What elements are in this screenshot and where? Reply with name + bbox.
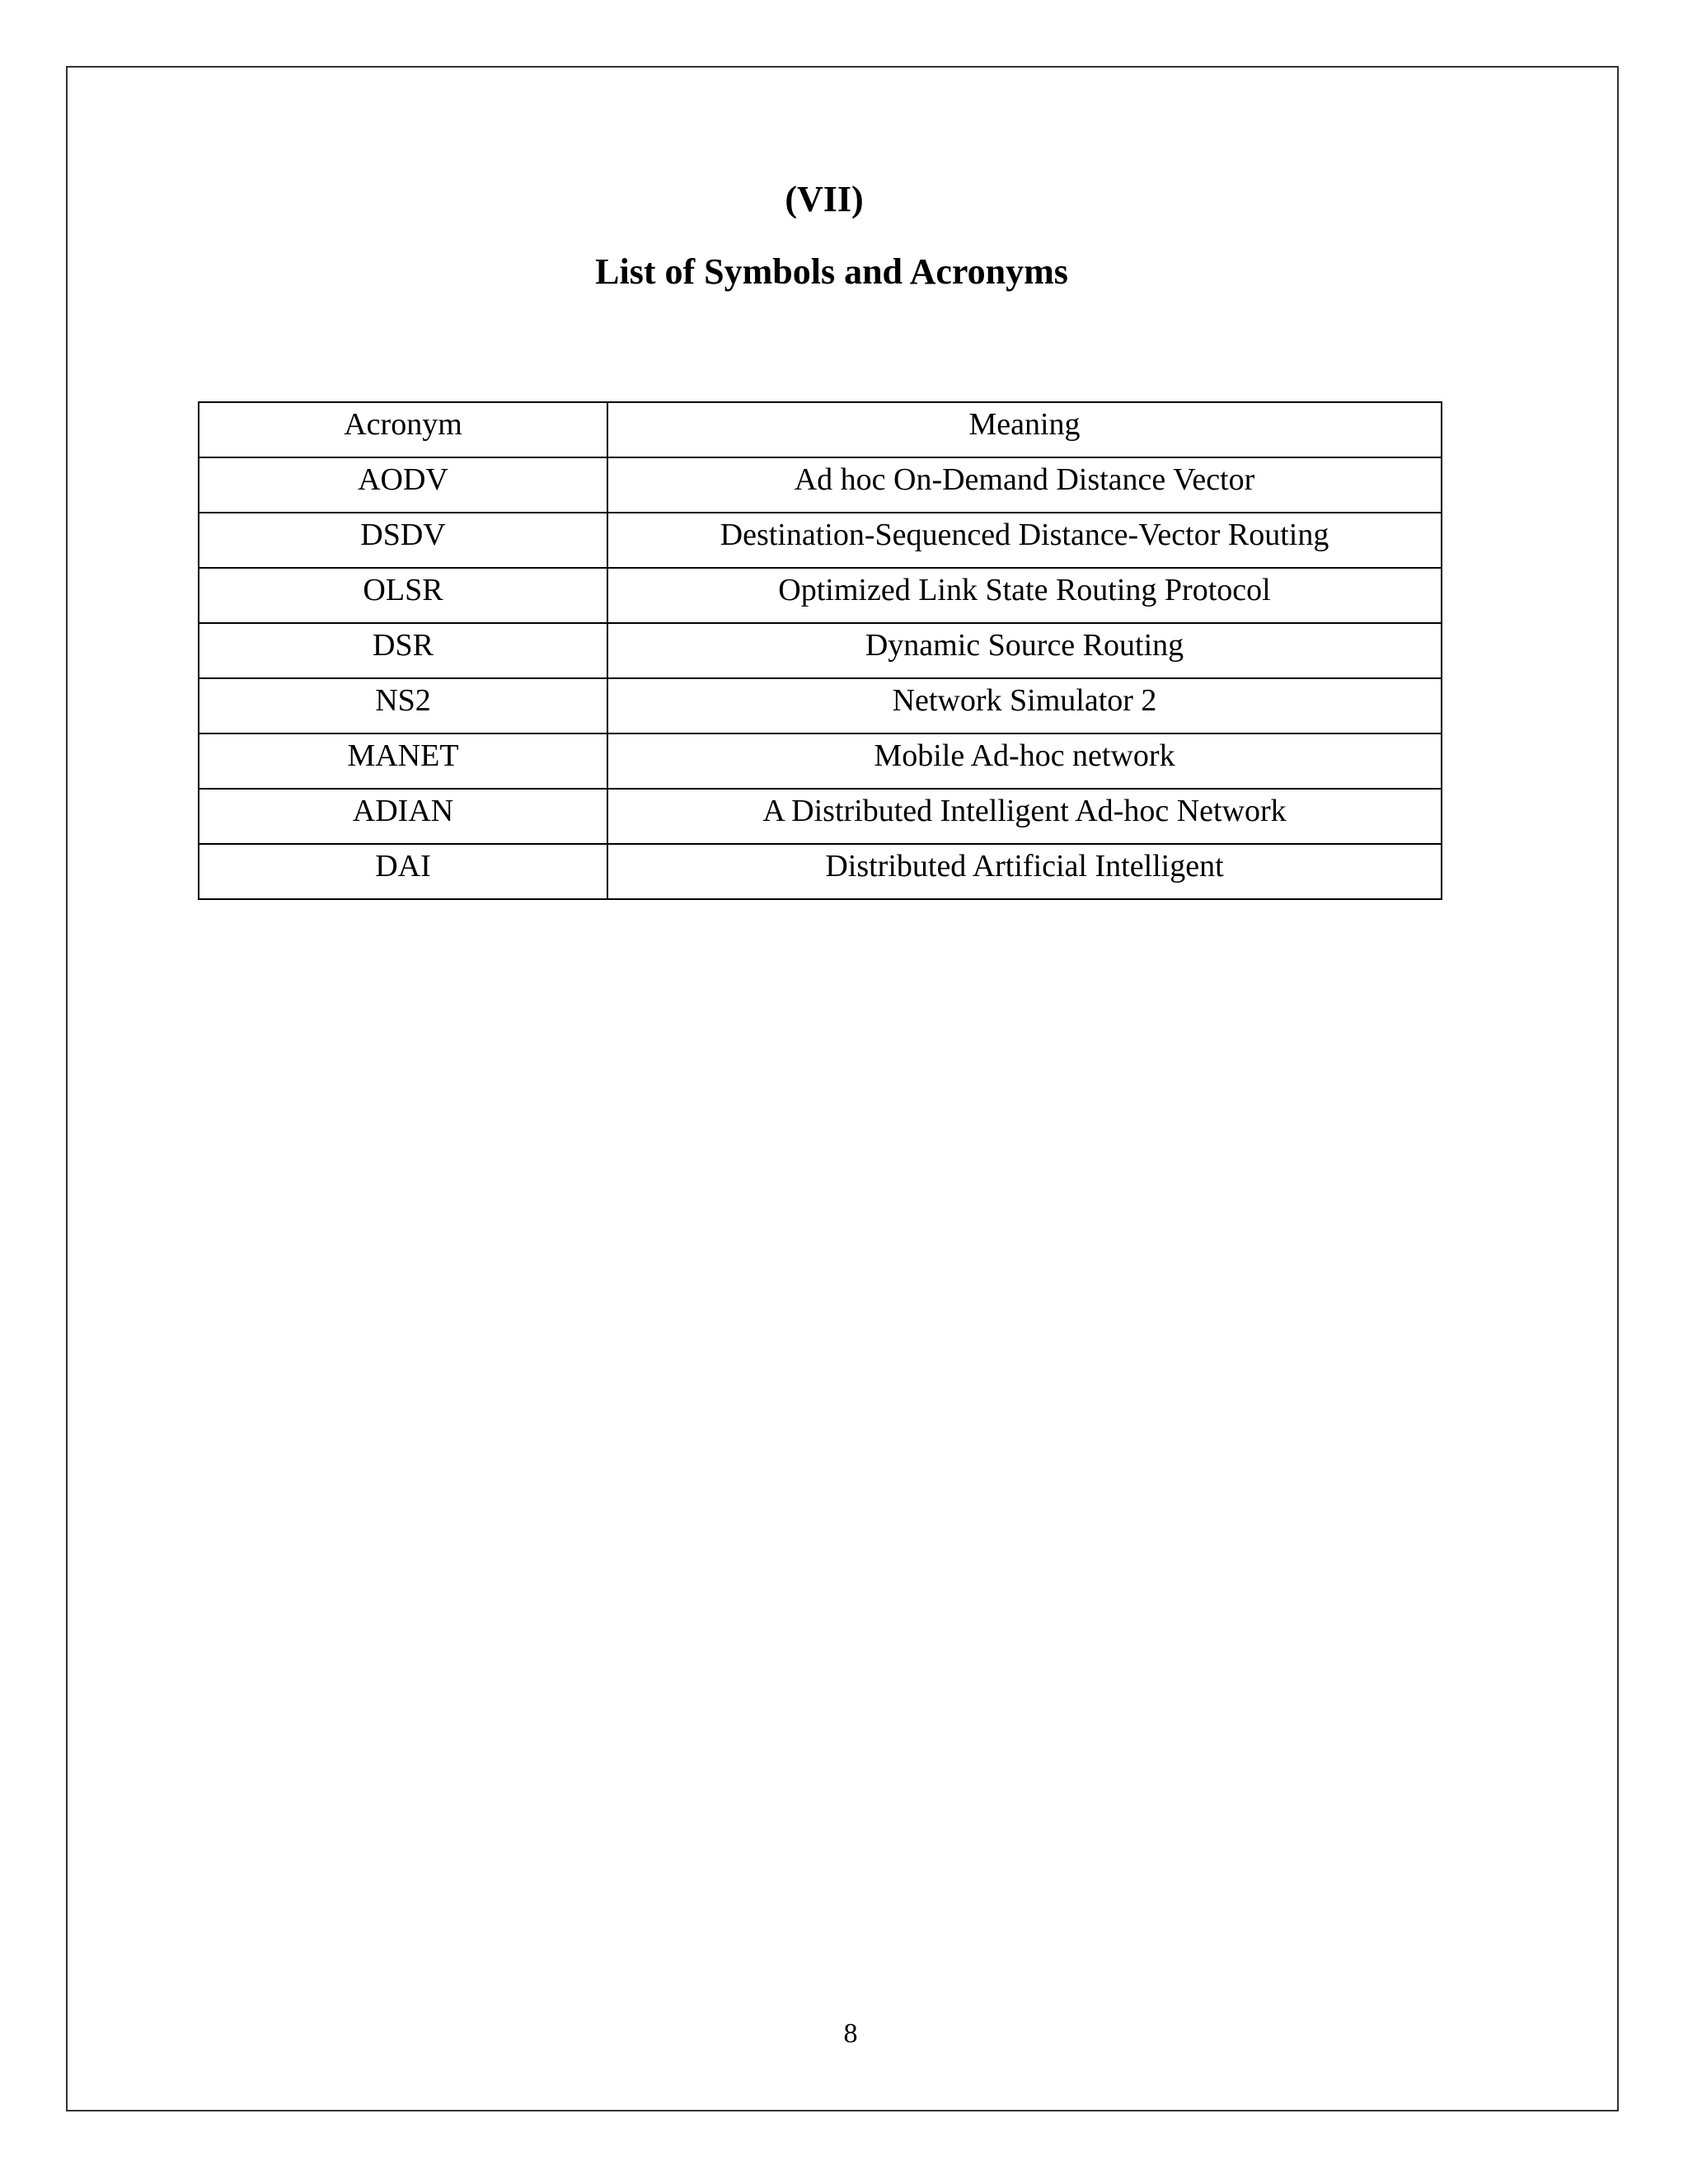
acronym-cell: OLSR <box>199 568 607 623</box>
table-header-row <box>199 402 1442 457</box>
column-header-acronym: Acronym <box>199 402 607 457</box>
table-row <box>199 789 1442 844</box>
acronym-cell: MANET <box>199 733 607 789</box>
table-row <box>199 568 1442 623</box>
table-row <box>199 678 1442 733</box>
meaning-cell: A Distributed Intelligent Ad-hoc Network <box>607 789 1442 844</box>
table-row <box>199 733 1442 789</box>
meaning-cell: Mobile Ad-hoc network <box>607 733 1442 789</box>
meaning-cell: Dynamic Source Routing <box>607 623 1442 678</box>
table-row <box>199 513 1442 568</box>
meaning-cell: Network Simulator 2 <box>607 678 1442 733</box>
meaning-cell: Optimized Link State Routing Protocol <box>607 568 1442 623</box>
table-row <box>199 844 1442 899</box>
acronym-cell: ADIAN <box>199 789 607 844</box>
section-number: (VII) <box>785 179 864 219</box>
page-border <box>66 66 1619 2111</box>
meaning-cell: Distributed Artificial Intelligent <box>607 844 1442 899</box>
column-header-meaning: Meaning <box>607 402 1442 457</box>
acronym-cell: DAI <box>199 844 607 899</box>
acronym-cell: NS2 <box>199 678 607 733</box>
meaning-cell: Ad hoc On-Demand Distance Vector <box>607 457 1442 513</box>
page-number: 8 <box>843 2018 858 2049</box>
acronyms-table <box>198 401 1442 900</box>
acronym-cell: DSDV <box>199 513 607 568</box>
acronym-cell: AODV <box>199 457 607 513</box>
acronym-cell: DSR <box>199 623 607 678</box>
table-row <box>199 457 1442 513</box>
meaning-cell: Destination-Sequenced Distance-Vector Routing <box>607 513 1442 568</box>
table-row <box>199 623 1442 678</box>
page-title: List of Symbols and Acronyms <box>595 251 1068 292</box>
